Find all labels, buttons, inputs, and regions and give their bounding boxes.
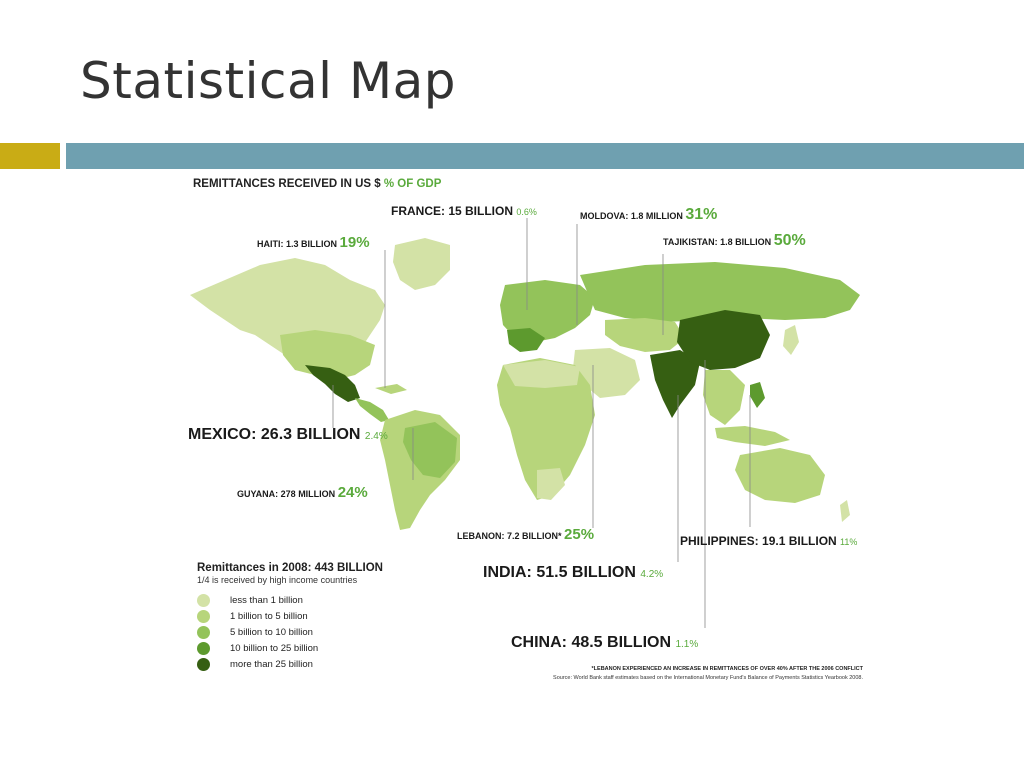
figure-heading: [193, 178, 441, 190]
callout-china-name: CHINA: 48.5 BILLION: [511, 634, 672, 651]
philippines-region: [750, 382, 765, 408]
callout-india-name: INDIA: 51.5 BILLION: [483, 564, 636, 581]
callout-france-pct: 0.6%: [516, 207, 537, 217]
callout-philippines: [680, 534, 857, 548]
callout-mexico: [188, 426, 388, 444]
callout-tajikistan-name: TAJIKISTAN: 1.8 BILLION: [663, 237, 772, 247]
callout-lebanon-name: LEBANON: 7.2 BILLION*: [457, 531, 562, 541]
australia-region: [735, 448, 825, 503]
callout-haiti-pct: 19%: [339, 234, 370, 251]
south-africa-region: [537, 468, 565, 500]
central-america-region: [355, 398, 389, 422]
callout-guyana-name: GUYANA: 278 MILLION: [237, 489, 336, 499]
callout-china: [511, 634, 698, 652]
callout-mexico-name: MEXICO: 26.3 BILLION: [188, 426, 361, 443]
title-divider-bar: [66, 143, 1024, 169]
callout-philippines-pct: 11%: [840, 537, 858, 547]
legend-item: [197, 593, 417, 609]
callout-moldova-pct: 31%: [685, 206, 718, 223]
figure-heading-highlight: % OF GDP: [383, 178, 442, 190]
china-region: [677, 310, 770, 370]
caribbean-region: [375, 384, 407, 394]
legend-swatch: [197, 658, 210, 671]
legend-swatch: [197, 610, 210, 623]
callout-philippines-name: PHILIPPINES: 19.1 BILLION: [680, 534, 837, 548]
callout-guyana: [237, 484, 368, 501]
indonesia-region: [715, 426, 790, 446]
callout-guyana-pct: 24%: [337, 484, 368, 501]
legend-swatch: [197, 626, 210, 639]
legend-label: 10 billion to 25 billion: [230, 643, 319, 654]
legend-title: Remittances in 2008: 443 BILLION: [197, 562, 383, 574]
new-zealand-region: [840, 500, 850, 522]
accent-bar: [0, 143, 60, 169]
legend-label: less than 1 billion: [230, 595, 303, 606]
callout-tajikistan: [663, 232, 806, 250]
southeast-asia-region: [703, 370, 745, 425]
legend-item: [197, 609, 417, 625]
callout-india: [483, 564, 663, 582]
remittances-map-figure: [185, 170, 875, 690]
callout-tajikistan-pct: 50%: [773, 232, 806, 249]
map-legend: [197, 562, 417, 673]
callout-france: [391, 204, 537, 218]
callout-moldova-name: MOLDOVA: 1.8 MILLION: [580, 211, 683, 221]
legend-subtitle: 1/4 is received by high income countries: [197, 575, 358, 585]
legend-label: 5 billion to 10 billion: [230, 627, 313, 638]
japan-region: [783, 325, 799, 355]
greenland-region: [393, 238, 450, 290]
central-asia-region: [605, 318, 685, 352]
callout-haiti-name: HAITI: 1.3 BILLION: [257, 239, 338, 249]
callout-haiti: [257, 234, 370, 251]
callout-france-name: FRANCE: 15 BILLION: [391, 204, 514, 218]
source-note: Source: World Bank staff estimates based on the International Monetary Fund's Balance of Payments Statistics Yearbook 2008.: [553, 675, 863, 681]
callout-moldova: [580, 206, 717, 224]
callout-china-pct: 1.1%: [675, 639, 699, 650]
callout-lebanon: [457, 526, 594, 543]
legend-list: [197, 593, 417, 673]
legend-label: more than 25 billion: [230, 659, 313, 670]
legend-item: [197, 625, 417, 641]
callout-mexico-pct: 2.4%: [364, 431, 388, 442]
slide-title: Statistical Map: [80, 52, 456, 110]
legend-swatch: [197, 594, 210, 607]
footnote: *LEBANON EXPERIENCED AN INCREASE IN REMITTANCES OF OVER 40% AFTER THE 2006 CONFLICT: [591, 666, 863, 672]
legend-label: 1 billion to 5 billion: [230, 611, 308, 622]
legend-swatch: [197, 642, 210, 655]
callout-india-pct: 4.2%: [640, 569, 664, 580]
callout-lebanon-pct: 25%: [564, 526, 595, 543]
figure-heading-main: REMITTANCES RECEIVED IN US $: [193, 178, 381, 190]
legend-item: [197, 657, 417, 673]
legend-item: [197, 641, 417, 657]
